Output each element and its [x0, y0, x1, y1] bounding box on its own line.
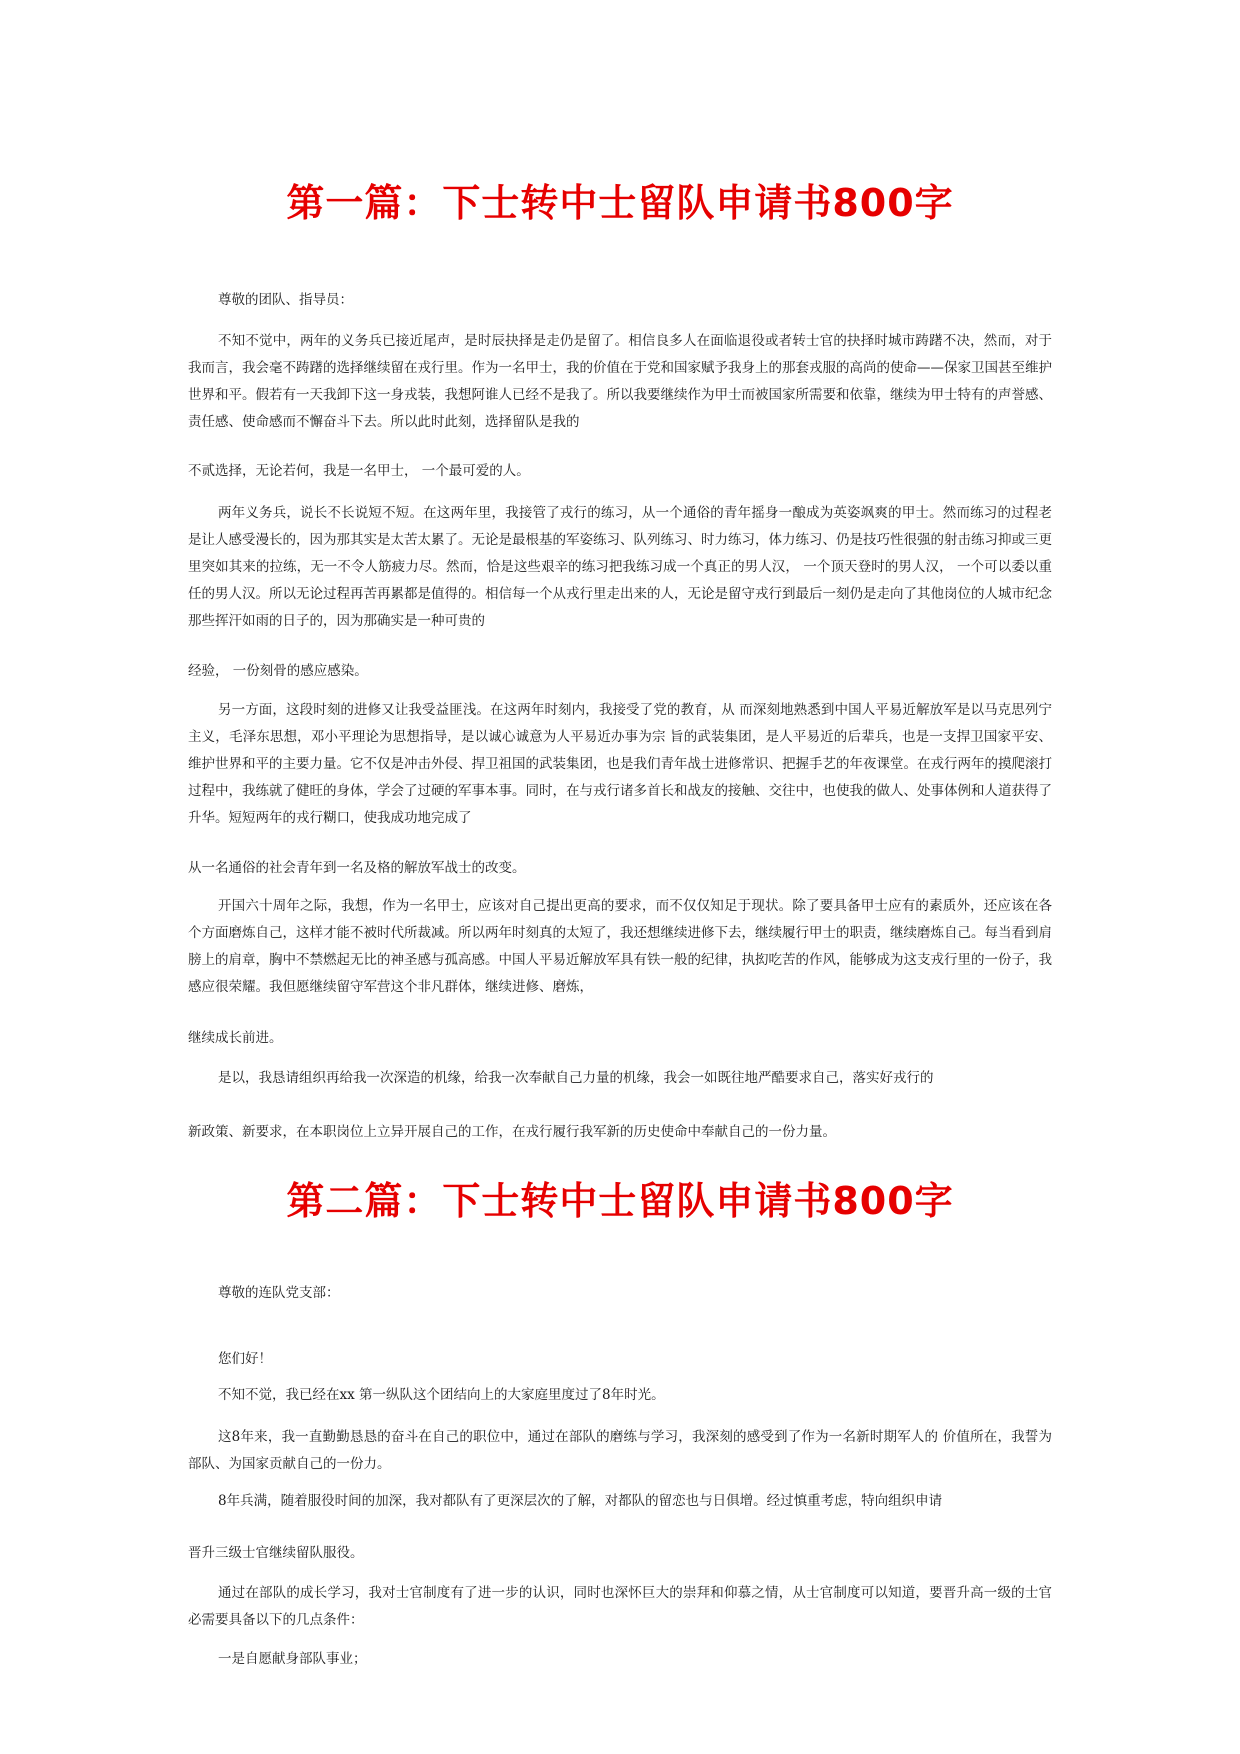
- doc1-paragraph-4: 开国六十周年之际，我想，作为一名甲士，应该对自己提出更高的要求，而不仅仅知足于现状。除了要具备甲士应有的素质外，还应该在各个方面磨炼自己，这样才能不被时代所裁减。所以两年时刻真的太短了，我还想继续进修下去，继续履行甲士的职责，继续磨炼自己。每当看到肩膀上的肩章，胸中不禁燃起无比的神圣感与孤高感。中国人平易近解放军具有铁一般的纪律，执抝吃苦的作风，能够成为这支戎行里的一份子，我感应很荣耀。我但愿继续留守军营这个非凡群体，继续进修、磨炼，: [188, 898, 1052, 995]
- doc1-paragraph-3: 另一方面，这段时刻的进修又让我受益匪浅。在这两年时刻内，我接受了党的教育，从 而深刻地熟悉到中国人平易近解放军是以马克思列宁主义，毛泽东思想，邓小平理论为思想指导，是以诚心诚意为人平易近办事为宗 旨的武装集团，是人平易近的后辈兵，也是一支捍卫国家平安、维护世界和平的主要力量。它不仅是冲击外侵、捍卫祖国的武装集团，也是我们青年战士进修常识、把握手艺的年夜课堂。在戎行两年的摸爬滚打过程中，我练就了健旺的身体，学会了过硬的军事本事。同时，在与戎行诸多首长和战友的接触、交往中，也使我的做人、处事体例和人道获得了升华。短短两年的戎行糊口，使我成功地完成了: [188, 702, 1052, 826]
- doc1-paragraph-3-cont: 从一名通俗的社会青年到一名及格的解放军战士的改变。: [188, 860, 526, 876]
- doc1-paragraph-2-cont: 经验， 一份刻骨的感应感染。: [188, 663, 368, 679]
- doc2-paragraph-1: 不知不觉，我已经在xx 第一纵队这个团结向上的大家庭里度过了8年时光。: [218, 1387, 665, 1403]
- doc1-salutation: 尊敬的团队、指导员：: [218, 292, 353, 308]
- doc1-paragraph-4-cont: 继续成长前进。: [188, 1030, 283, 1046]
- doc2-greeting: 您们好！: [218, 1351, 272, 1367]
- doc2-paragraph-5: 一是自愿献身部队事业；: [218, 1651, 367, 1667]
- doc1-paragraph-2: 两年义务兵，说长不长说短不短。在这两年里，我接管了戎行的练习，从一个通俗的青年摇身一酿成为英姿飒爽的甲士。然而练习的过程老是让人感受漫长的，因为那其实是太苦太累了。无论是最根基的军姿练习、队列练习、时力练习，体力练习、仍是技巧性很强的射击练习抑或三更里突如其来的拉练，无一不令人筋疲力尽。然而，恰是这些艰辛的练习把我练习成一个真正的男人汉， 一个顶天登时的男人汉， 一个可以委以重任的男人汉。所以无论过程再苦再累都是值得的。相信每一个从戎行里走出来的人，无论是留守戎行到最后一刻仍是走向了其他岗位的人城市纪念那些挥汗如雨的日子的，因为那确实是一种可贵的: [188, 505, 1052, 629]
- doc2-paragraph-3: 8年兵满，随着服役时间的加深，我对都队有了更深层次的了解，对都队的留恋也与日俱增。经过慎重考虑，特向组织申请: [218, 1493, 943, 1509]
- doc1-paragraph-1: 不知不觉中，两年的义务兵已接近尾声，是时辰抉择是走仍是留了。相信良多人在面临退役或者转士官的抉择时城市踌躇不决，然而，对于我而言，我会毫不踌躇的选择继续留在戎行里。作为一名甲士，我的价值在于党和国家赋予我身上的那套戎服的高尚的使命——保家卫国甚至维护世界和平。假若有一天我卸下这一身戎装，我想阿谁人已经不是我了。所以我要继续作为甲士而被国家所需要和依靠，继续为甲士特有的声誉感、责任感、使命感而不懈奋斗下去。所以此时此刻，选择留队是我的: [188, 333, 1052, 430]
- doc1-title: 第一篇：下士转中士留队申请书800字: [286, 181, 954, 225]
- doc2-salutation: 尊敬的连队党支部：: [218, 1285, 340, 1301]
- doc1-paragraph-1-cont: 不贰选择，无论若何，我是一名甲士， 一个最可爱的人。: [188, 463, 530, 479]
- doc2-paragraph-4: 通过在部队的成长学习，我对士官制度有了进一步的认识，同时也深怀巨大的崇拜和仰慕之情，从士官制度可以知道，要晋升高一级的士官必需要具备以下的几点条件：: [188, 1585, 1052, 1628]
- doc2-paragraph-3-cont: 晋升三级士官继续留队服役。: [188, 1545, 364, 1561]
- doc1-paragraph-5: 是以，我恳请组织再给我一次深造的机缘，给我一次奉献自己力量的机缘，我会一如既往地严酷要求自己，落实好戎行的: [218, 1070, 934, 1086]
- doc2-title: 第二篇：下士转中士留队申请书800字: [286, 1179, 954, 1223]
- doc1-paragraph-5-cont: 新政策、新要求，在本职岗位上立异开展自己的工作，在戎行履行我军新的历史使命中奉献自己的一份力量。: [188, 1124, 836, 1140]
- doc2-paragraph-2: 这8年来，我一直勤勤恳恳的奋斗在自己的职位中，通过在部队的磨练与学习，我深刻的感受到了作为一名新时期军人的 价值所在，我誓为部队、为国家贡献自己的一份力。: [188, 1429, 1052, 1472]
